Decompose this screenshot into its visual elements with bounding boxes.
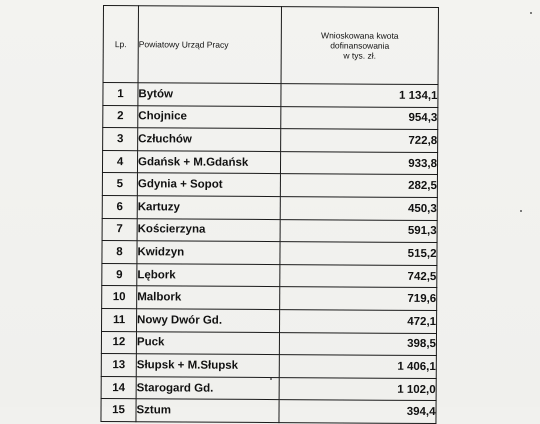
table-row	[102, 241, 437, 266]
row-lp: 13	[101, 354, 136, 377]
row-amount: 954,3	[281, 106, 438, 130]
row-office: Lębork	[137, 263, 280, 286]
row-office: Starogard Gd.	[136, 376, 279, 399]
header-amount	[281, 7, 438, 85]
table-row	[101, 331, 436, 356]
table-row	[101, 376, 436, 401]
row-amount: 515,2	[280, 242, 437, 266]
row-lp: 7	[102, 218, 137, 241]
row-amount: 1 102,0	[279, 377, 436, 401]
row-office: Puck	[136, 331, 279, 354]
header-amount-line3: w tys. zł.	[343, 50, 377, 61]
row-office: Kościerzyna	[137, 218, 280, 241]
scan-speck	[270, 378, 272, 380]
row-lp: 1	[103, 83, 138, 106]
header-amount-line2: dofinansowania	[330, 40, 390, 51]
table-row	[103, 128, 438, 153]
row-office: Sztum	[136, 399, 279, 422]
row-office: Malbork	[137, 286, 280, 309]
row-amount: 933,8	[280, 151, 437, 175]
row-office: Gdańsk + M.Gdańsk	[137, 150, 280, 173]
table-row	[103, 105, 438, 130]
table-row	[102, 263, 437, 288]
row-office: Bytów	[138, 83, 281, 106]
row-amount: 398,5	[279, 332, 436, 356]
row-amount: 719,6	[280, 287, 437, 311]
row-office: Słupsk + M.Słupsk	[136, 354, 279, 377]
scan-speck	[520, 210, 522, 212]
row-lp: 10	[102, 286, 137, 309]
row-lp: 4	[102, 150, 137, 173]
header-lp: Lp.	[103, 6, 138, 83]
row-amount: 1 406,1	[279, 355, 436, 379]
header-amount-line1: Wnioskowana kwota	[321, 30, 399, 41]
table-row	[101, 354, 436, 379]
row-amount: 472,1	[280, 310, 437, 334]
row-office: Chojnice	[138, 105, 281, 128]
row-lp: 5	[102, 173, 137, 196]
table-row	[102, 173, 437, 198]
row-lp: 11	[102, 308, 137, 331]
table-row	[102, 286, 437, 311]
table-header-row	[103, 6, 438, 85]
row-lp: 9	[102, 263, 137, 286]
scan-speck	[530, 12, 532, 14]
table-row	[103, 83, 438, 108]
row-lp: 3	[103, 128, 138, 151]
row-office: Gdynia + Sopot	[137, 173, 280, 196]
row-amount: 450,3	[280, 197, 437, 221]
row-lp: 8	[102, 241, 137, 264]
funding-table	[100, 5, 439, 424]
row-amount: 282,5	[280, 174, 437, 198]
row-office: Kwidzyn	[137, 241, 280, 264]
row-lp: 12	[101, 331, 136, 354]
row-amount: 394,4	[279, 400, 436, 424]
row-office: Człuchów	[138, 128, 281, 151]
row-amount: 591,3	[280, 219, 437, 243]
row-office: Kartuzy	[137, 196, 280, 219]
row-lp: 14	[101, 376, 136, 399]
table-row	[102, 218, 437, 243]
table-row	[102, 308, 437, 333]
row-amount: 742,5	[280, 264, 437, 288]
row-lp: 6	[102, 195, 137, 218]
row-amount: 1 134,1	[281, 84, 438, 108]
row-lp: 2	[103, 105, 138, 128]
row-lp: 15	[101, 399, 136, 422]
table-row	[101, 399, 436, 424]
table-row	[102, 195, 437, 220]
table-row	[102, 150, 437, 175]
header-office: Powiatowy Urząd Pracy	[138, 6, 281, 84]
row-office: Nowy Dwór Gd.	[137, 309, 280, 332]
row-amount: 722,8	[281, 129, 438, 153]
